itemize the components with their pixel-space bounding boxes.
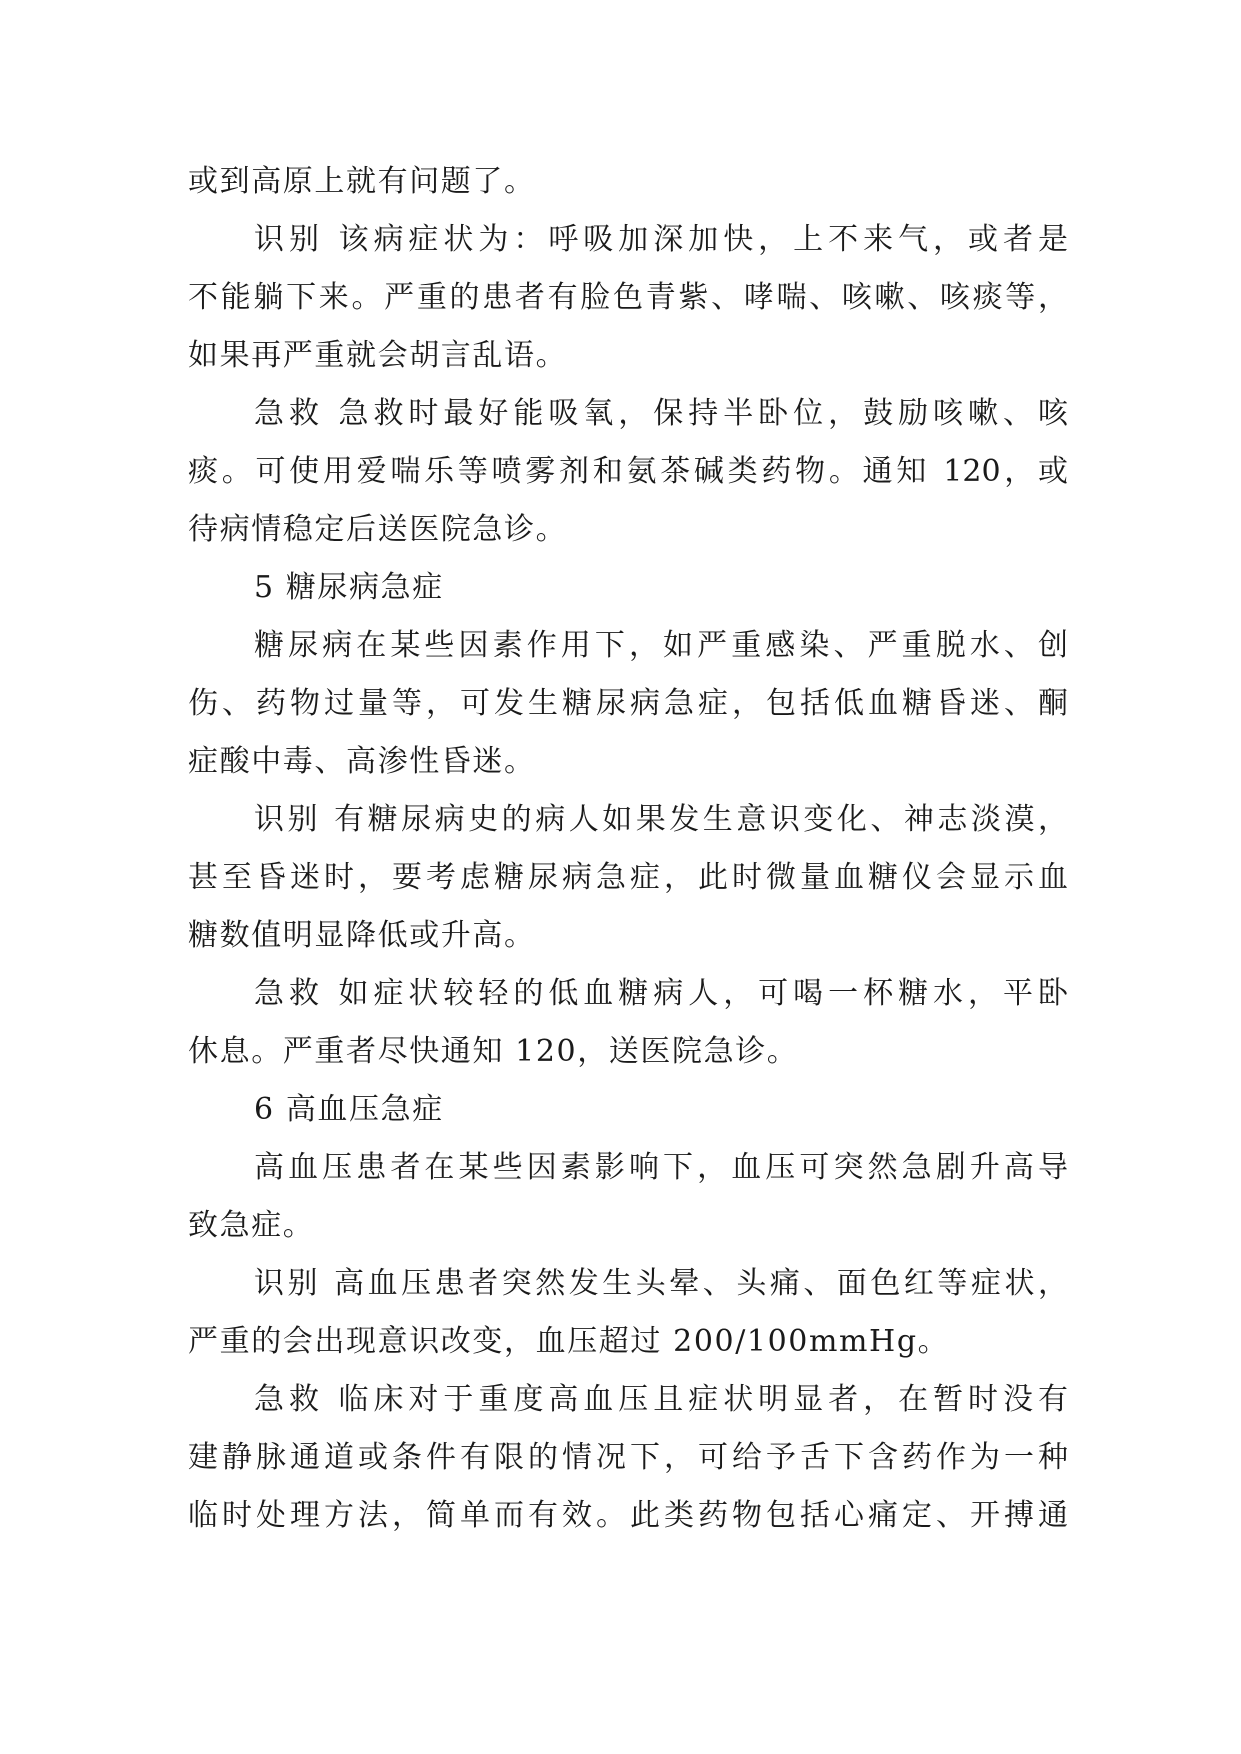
- text-line: 如果再严重就会胡言乱语。: [188, 338, 568, 373]
- text-line: 高血压患者在某些因素影响下，血压可突然急剧升高导: [254, 1150, 1068, 1185]
- text-line: 严重的会出现意识改变，血压超过 200/100mmHg。: [188, 1324, 950, 1359]
- text-line: 急救 临床对于重度高血压且症状明显者，在暂时没有: [254, 1382, 1068, 1417]
- text-line: 识别 该病症状为：呼吸加深加快，上不来气，或者是: [254, 222, 1068, 257]
- text-line: 糖尿病在某些因素作用下，如严重感染、严重脱水、创: [254, 628, 1068, 663]
- text-line: 急救 如症状较轻的低血糖病人，可喝一杯糖水，平卧: [254, 976, 1068, 1011]
- text-line: 症酸中毒、高渗性昏迷。: [188, 744, 536, 779]
- section-heading: 5 糖尿病急症: [254, 570, 444, 605]
- text-line: 致急症。: [188, 1208, 315, 1243]
- text-line: 建静脉通道或条件有限的情况下，可给予舌下含药作为一种: [188, 1440, 1068, 1475]
- text-line: 休息。严重者尽快通知 120，送医院急诊。: [188, 1034, 799, 1069]
- text-line: 待病情稳定后送医院急诊。: [188, 512, 568, 547]
- text-line: 伤、药物过量等，可发生糖尿病急症，包括低血糖昏迷、酮: [188, 686, 1068, 721]
- text-line: 急救 急救时最好能吸氧，保持半卧位，鼓励咳嗽、咳: [254, 396, 1068, 431]
- text-line: 不能躺下来。严重的患者有脸色青紫、哮喘、咳嗽、咳痰等，: [188, 280, 1068, 315]
- text-line: 识别 高血压患者突然发生头晕、头痛、面色红等症状，: [254, 1266, 1068, 1301]
- text-line: 糖数值明显降低或升高。: [188, 918, 536, 953]
- text-line: 识别 有糖尿病史的病人如果发生意识变化、神志淡漠，: [254, 802, 1068, 837]
- section-heading: 6 高血压急症: [254, 1092, 444, 1127]
- text-line: 甚至昏迷时，要考虑糖尿病急症，此时微量血糖仪会显示血: [188, 860, 1068, 895]
- text-line: 痰。可使用爱喘乐等喷雾剂和氨茶碱类药物。通知 120，或: [188, 454, 1068, 489]
- text-line: 临时处理方法，简单而有效。此类药物包括心痛定、开搏通: [188, 1498, 1068, 1533]
- text-line: 或到高原上就有问题了。: [188, 164, 536, 199]
